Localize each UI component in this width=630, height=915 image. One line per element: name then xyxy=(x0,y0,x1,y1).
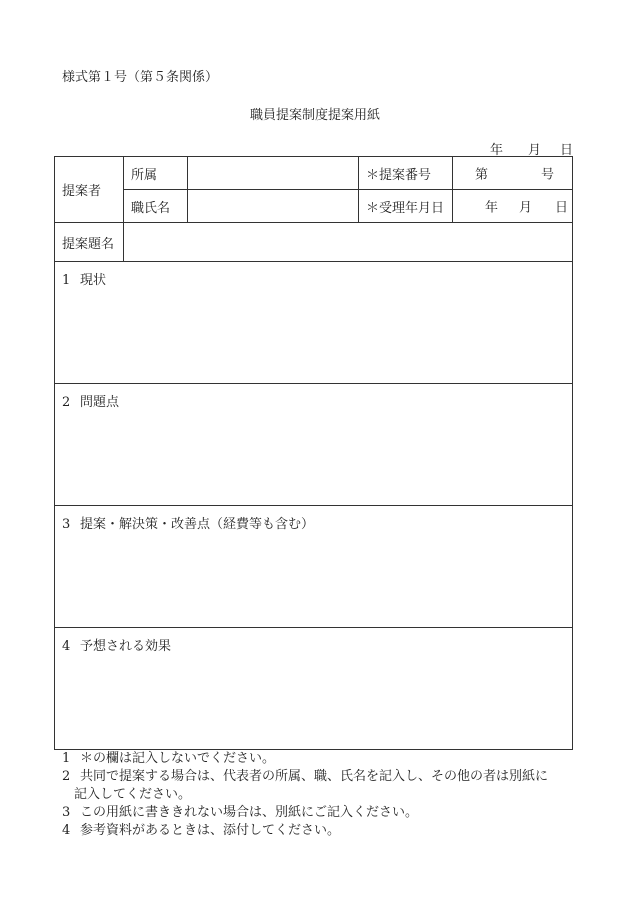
section-number: 3 xyxy=(62,517,71,532)
date-day: 日 xyxy=(560,143,574,158)
subject-field[interactable] xyxy=(124,223,573,262)
section-number: 1 xyxy=(62,273,71,288)
section-expected-effects[interactable] xyxy=(55,628,573,750)
section-number: 2 xyxy=(62,395,71,410)
name-label: 職氏名 xyxy=(124,190,188,223)
date-year: 年 xyxy=(490,143,504,158)
note-item xyxy=(62,750,548,768)
date-month: 月 xyxy=(528,143,542,158)
section-label: 提案・解決策・改善点（経費等も含む） xyxy=(80,517,315,532)
note-number: 3 xyxy=(62,805,71,820)
proposal-form-table xyxy=(54,156,573,750)
received-date-field[interactable] xyxy=(453,190,573,223)
received-day: 日 xyxy=(555,200,569,216)
note-text: ＊の欄は記入しないでください。 xyxy=(80,751,276,766)
affiliation-label: 所属 xyxy=(124,157,188,190)
received-date-label: ＊受理年月日 xyxy=(359,190,453,223)
section-label: 予想される効果 xyxy=(80,639,172,654)
note-number: 4 xyxy=(62,823,71,838)
section-number: 4 xyxy=(62,639,71,654)
note-text: この用紙に書ききれない場合は、別紙にご記入ください。 xyxy=(80,805,419,820)
section-label: 現状 xyxy=(80,273,107,288)
note-text-continued: 記入してください。 xyxy=(74,787,192,802)
affiliation-field[interactable] xyxy=(188,157,359,190)
note-number: 1 xyxy=(62,751,71,766)
name-field[interactable] xyxy=(188,190,359,223)
section-proposal[interactable] xyxy=(55,506,573,628)
section-problems[interactable] xyxy=(55,384,573,506)
note-item xyxy=(62,822,548,840)
received-year: 年 xyxy=(485,200,499,216)
proposer-label: 提案者 xyxy=(55,157,124,223)
received-month: 月 xyxy=(519,200,533,216)
subject-label: 提案題名 xyxy=(55,223,124,262)
note-item xyxy=(62,768,548,804)
section-label: 問題点 xyxy=(80,395,120,410)
page-title: 職員提案制度提案用紙 xyxy=(249,108,380,123)
note-text: 参考資料があるときは、添付してください。 xyxy=(80,823,341,838)
notes-list xyxy=(62,750,548,840)
note-item xyxy=(62,804,548,822)
proposal-number-field[interactable] xyxy=(453,157,573,190)
proposal-number-prefix: 第 xyxy=(475,167,489,183)
form-id: 様式第１号（第５条関係） xyxy=(62,70,219,85)
proposal-number-suffix: 号 xyxy=(541,167,555,183)
note-text: 共同で提案する場合は、代表者の所属、職、氏名を記入し、その他の者は別紙に xyxy=(80,769,549,784)
section-current-status[interactable] xyxy=(55,262,573,384)
proposal-number-label: ＊提案番号 xyxy=(359,157,453,190)
date-line xyxy=(488,139,574,158)
note-number: 2 xyxy=(62,769,71,784)
